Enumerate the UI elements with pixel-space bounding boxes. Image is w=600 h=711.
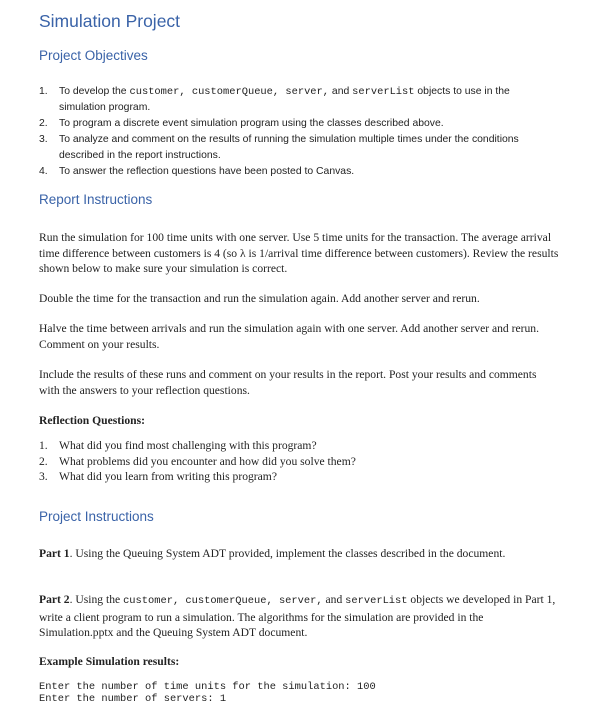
report-paragraph-1: Run the simulation for 100 time units with one server. Use 5 time units for the transaction. The average arrival time difference between customers is 4 (so λ is 1/arrival time difference between customers). Review the results shown below to make sure your simulation is correct. [39, 231, 559, 275]
objective-item [39, 132, 554, 164]
example-output-line: Enter the number of time units for the simulation: 100 [39, 681, 376, 693]
report-paragraph-4: Include the results of these runs and comment on your results in the report. Post your results and comments with the answers to your reflection questions. [39, 368, 537, 397]
objective-text: To analyze and comment on the results of running the simulation multiple times under the conditions described in the report instructions. [59, 134, 519, 161]
objective-text: To program a discrete event simulation program using the classes described above. [59, 118, 444, 129]
reflection-list [39, 438, 559, 485]
reflection-text: What problems did you encounter and how did you solve them? [59, 454, 356, 468]
project-heading: Project Instructions [39, 509, 154, 524]
list-number: 2. [39, 118, 48, 129]
report-paragraph-3: Halve the time between arrivals and run the simulation again with one server. Add another server and rerun. Comment on your results. [39, 322, 539, 351]
objective-text: objects to use in the simulation program. [59, 86, 510, 113]
objectives-list [39, 84, 554, 180]
report-paragraph-2: Double the time for the transaction and run the simulation again. Add another server and rerun. [39, 292, 480, 305]
part1-text: . Using the Queuing System ADT provided, implement the classes described in the document. [69, 547, 506, 560]
objective-code: customer, customerQueue, server, [129, 86, 330, 98]
list-number: 4. [39, 166, 48, 177]
objective-text: To answer the reflection questions have been posted to Canvas. [59, 166, 355, 177]
reflection-item [39, 438, 559, 454]
part1-label: Part 1 [39, 547, 70, 560]
part2-label: Part 2 [39, 593, 70, 606]
objective-text: To develop the [59, 86, 130, 97]
part2-code: serverList [345, 595, 408, 607]
list-number: 3. [39, 470, 48, 483]
objective-item [39, 164, 554, 180]
document-title: Simulation Project [39, 11, 181, 31]
example-output-line: Enter the number of servers: 1 [39, 693, 227, 705]
list-number: 1. [39, 86, 48, 97]
report-heading: Report Instructions [39, 192, 153, 207]
reflection-text: What did you find most challenging with this program? [59, 439, 317, 452]
part2-paragraph [39, 592, 559, 641]
objectives-heading: Project Objectives [39, 48, 148, 63]
part2-code: customer, customerQueue, server, [123, 595, 323, 607]
reflection-text: What did you learn from writing this program? [59, 470, 277, 483]
list-number: 1. [39, 439, 48, 452]
objective-code: serverList [352, 86, 415, 98]
example-heading: Example Simulation results: [39, 655, 180, 668]
reflection-heading: Reflection Questions: [39, 414, 145, 427]
list-number: 2. [39, 454, 48, 468]
part2-text: objects we developed in Part 1, write a client program to run a simulation. The algorithms for the simulation are provided in the Simulation.pptx and the Queuing System ADT document. [39, 593, 556, 639]
reflection-item [39, 454, 559, 470]
objective-text: and [329, 86, 353, 97]
list-number: 3. [39, 134, 48, 145]
reflection-item [39, 469, 559, 485]
part1-paragraph [39, 546, 559, 562]
objective-item [39, 84, 554, 116]
objective-item [39, 116, 554, 132]
part2-text: and [322, 593, 346, 606]
part2-text: . Using the [69, 593, 124, 606]
